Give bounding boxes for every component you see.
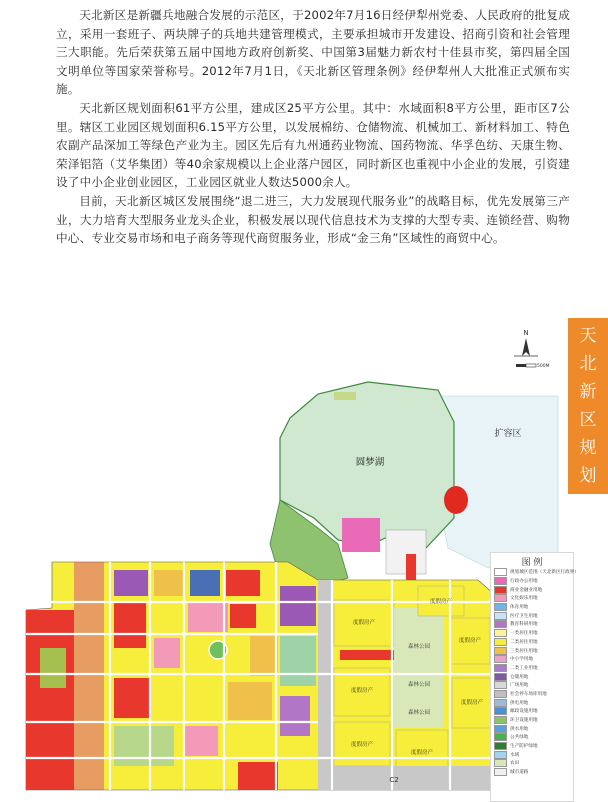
block-blue-1 [190, 570, 220, 596]
legend-item [491, 698, 573, 707]
legend-swatch [494, 603, 507, 611]
block-orange-2 [250, 636, 278, 676]
legend-swatch [494, 568, 507, 576]
legend-item [491, 768, 573, 777]
expansion-zone-label: 扩容区 [494, 429, 522, 439]
legend-label: 邮政设施用地 [510, 709, 538, 715]
legend-title: 图 例 [521, 558, 543, 568]
landmark-marker [444, 486, 468, 514]
legend-item [491, 620, 573, 629]
legend-item [491, 690, 573, 699]
legend-item [491, 611, 573, 620]
block-red-3 [114, 602, 146, 648]
legend-item [491, 594, 573, 603]
legend-label: 行政办公用地 [510, 579, 538, 585]
legend-label: 水域 [510, 752, 520, 758]
legend-item [491, 742, 573, 751]
legend-list [491, 568, 579, 777]
legend-label: 规划城区范围（天北新区行政界） [510, 570, 579, 576]
legend-label: 供水用地 [510, 726, 529, 732]
legend-label: 城市道路 [510, 770, 529, 776]
admin-block [342, 518, 380, 552]
district-label: 森林公园 [407, 710, 431, 716]
district-label: 度假房产 [350, 688, 374, 694]
district-label: 森林公园 [407, 682, 431, 688]
block-pink-2 [154, 638, 180, 668]
section-tab-char: 划 [579, 466, 597, 486]
block-red-4 [114, 678, 150, 718]
intro-paragraph-1: 天北新区是新疆兵地融合发展的示范区，于2002年7月16日经伊犁州党委、人民政府的批复成立，采用一套班子、两块牌子的兵地共建管理模式，主要承担城市开发建设、招商引资和社会管理三大职能。先后荣获第五届中国地方政府创新奖、中国第3届魅力新农村十佳县市奖，第四届全国文明单位等国家荣誉称号。2012年7月1日，《天北新区管理条例》经伊犁州人大批准正式颁布实施。 [56, 8, 570, 97]
section-tab-char: 新 [579, 382, 597, 402]
legend-swatch [494, 733, 507, 741]
block-red-1 [226, 570, 260, 596]
legend-item [491, 707, 573, 716]
block-purple-3 [280, 696, 310, 736]
district-label: 度假房产 [410, 750, 434, 756]
block-purple-1 [114, 570, 148, 596]
legend-item [491, 655, 573, 664]
block-orange-3 [228, 682, 272, 720]
legend-item [491, 716, 573, 725]
north-park [334, 392, 356, 400]
legend-label: 环卫设施用地 [510, 718, 538, 724]
legend-label: 文化娱乐用地 [510, 596, 538, 602]
legend-label: 二类居住用地 [510, 639, 538, 645]
map-legend [490, 552, 579, 802]
legend-item [491, 603, 573, 612]
legend-label: 二类工业用地 [510, 665, 538, 671]
legend-item [491, 568, 579, 577]
legend-swatch [494, 655, 507, 663]
legend-label: 一类居住用地 [510, 631, 538, 637]
block-red-2 [230, 604, 256, 628]
legend-label: 公共绿地 [510, 735, 529, 741]
legend-swatch [494, 673, 507, 681]
legend-item [491, 646, 573, 655]
block-red-5 [238, 762, 278, 790]
section-tab-char: 天 [579, 326, 597, 346]
legend-item [491, 733, 573, 742]
legend-swatch [494, 751, 507, 759]
legend-label: 教育科研用地 [510, 622, 538, 628]
block-pink-1 [188, 602, 228, 632]
legend-label: 供电用地 [510, 700, 529, 706]
legend-swatch [494, 759, 507, 767]
south-industrial [318, 766, 494, 790]
district-label: 度假房产 [350, 742, 374, 748]
legend-item [491, 585, 573, 594]
legend-label: 生产防护绿地 [510, 744, 538, 750]
block-orange-1 [154, 570, 184, 596]
legend-item [491, 672, 573, 681]
legend-item [491, 629, 573, 638]
legend-swatch [494, 577, 507, 585]
compass-north-label: N [523, 329, 529, 337]
expansion-zone [438, 396, 558, 568]
district-label: 度假房产 [460, 700, 484, 706]
legend-item [491, 638, 573, 647]
legend-item [491, 759, 573, 768]
intro-text [56, 6, 570, 248]
district-label: 度假房产 [352, 620, 376, 626]
legend-item [491, 577, 573, 586]
legend-swatch [494, 620, 507, 628]
legend-swatch [494, 699, 507, 707]
legend-item [491, 664, 573, 673]
legend-swatch [494, 742, 507, 750]
legend-swatch [494, 690, 507, 698]
district-label: C2 [389, 776, 399, 784]
legend-swatch [494, 725, 507, 733]
legend-swatch [494, 681, 507, 689]
legend-label: 体育用地 [510, 605, 529, 611]
legend-label: 三类居住用地 [510, 648, 538, 654]
intro-paragraph-3: 目前，天北新区城区发展围绕“退二进三，大力发展现代服务业”的战略目标，优先发展第三产业，大力培育大型服务业龙头企业，积极发展以现代信息技术为支撑的大型专卖、连锁经营、购物中心、专业交易市场和电子商务等现代商贸服务业，形成“金三角”区域性的商贸中心。 [56, 193, 570, 246]
legend-swatch [494, 594, 507, 602]
section-tab [568, 318, 608, 494]
legend-swatch [494, 638, 507, 646]
legend-item [491, 724, 573, 733]
legend-swatch [494, 707, 507, 715]
legend-swatch [494, 586, 507, 594]
block-green-1 [114, 726, 174, 766]
west-mixed-strip [74, 562, 104, 790]
legend-label: 社会停车场库用地 [510, 691, 547, 697]
district-label: 度假房产 [458, 638, 482, 644]
section-tab-char: 北 [579, 354, 597, 374]
legend-label: 农田 [510, 761, 520, 767]
legend-item [491, 681, 573, 690]
district-label: 森林公园 [407, 644, 431, 650]
legend-swatch [494, 629, 507, 637]
legend-swatch [494, 664, 507, 672]
legend-swatch [494, 647, 507, 655]
legend-label: 商业金融业用地 [510, 587, 543, 593]
west-green-block [40, 648, 66, 688]
legend-swatch [494, 716, 507, 724]
west-commercial-strip [26, 610, 74, 790]
lake-label: 圆梦湖 [355, 457, 385, 468]
section-tab-char: 区 [579, 410, 597, 430]
block-pink-3 [184, 726, 218, 756]
legend-swatch [494, 612, 507, 620]
intro-paragraph-2: 天北新区规划面积61平方公里，建成区25平方公里。其中：水域面积8平方公里，距市区7公里。辖区工业园区规划面积6.15平方公里，以发展棉纺、仓储物流、机械加工、新材料加工、特色农副产品深加工等绿色产业为主。园区先后有九州通药业物流、国药物流、华孚色纺、天康生物、荣泽铝箔（艾华集团）等40余家规模以上企业落户园区，同时新区也重视中小企业的发展，引资建设了中小企业创业园区，工业园区就业人数达5000余人。 [56, 100, 570, 190]
legend-label: 仓储用地 [510, 674, 529, 680]
block-purple-2 [280, 586, 316, 626]
scale-label: 500M [537, 364, 550, 369]
legend-swatch [494, 768, 507, 776]
legend-label: 医疗卫生用地 [510, 613, 538, 619]
legend-label: 广场用地 [510, 683, 529, 689]
section-tab-char: 规 [579, 438, 597, 458]
legend-label: 中小学用地 [510, 657, 533, 663]
legend-item [491, 750, 573, 759]
east-commercial [340, 650, 396, 660]
district-label: 度假房产 [429, 599, 453, 605]
block-green-2 [280, 636, 316, 686]
